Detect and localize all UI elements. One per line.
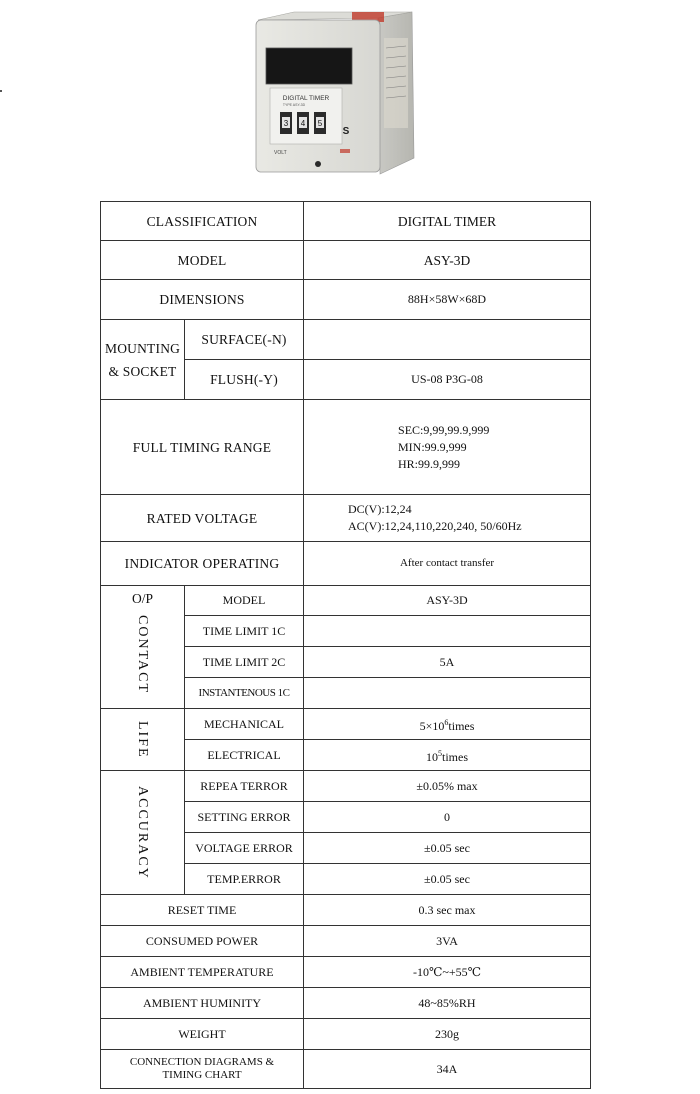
op-row-instantaneous-value (304, 678, 591, 709)
mounting-socket-label (101, 320, 185, 400)
row-life-mechanical (101, 709, 591, 740)
mounting-label-line2: & SOCKET (108, 363, 177, 379)
accuracy-voltage-label: VOLTAGE ERROR (185, 833, 304, 864)
life-mechanical-value (304, 709, 591, 740)
connection-label-line2: TIMING CHART (162, 1069, 242, 1081)
life-mechanical-exp: 6 (444, 717, 449, 727)
dimensions-label: DIMENSIONS (101, 280, 304, 320)
connection-label-line1: CONNECTION DIAGRAMS & (129, 1056, 275, 1068)
accuracy-temp-label: TEMP.ERROR (185, 864, 304, 895)
op-row-instantaneous-label: INSTANTENOUS 1C (185, 678, 304, 709)
accuracy-setting-value: 0 (304, 802, 591, 833)
accuracy-vertical-label: ACCURACY (135, 785, 150, 880)
row-model (101, 241, 591, 280)
contact-vertical-label: CONTACT (135, 615, 150, 694)
rated-voltage-values (304, 495, 591, 542)
row-mounting-surface (101, 320, 591, 360)
product-unit-mark: S (342, 126, 350, 137)
rated-voltage-ac: AC(V):12,24,110,220,240, 50/60Hz (348, 519, 522, 533)
ambient-temperature-value: -10℃~+55℃ (304, 957, 591, 988)
ambient-humidity-value: 48~85%RH (304, 988, 591, 1019)
classification-label: CLASSIFICATION (101, 202, 304, 241)
row-indicator (101, 542, 591, 586)
accuracy-label-cell (101, 771, 185, 895)
accuracy-setting-label: SETTING ERROR (185, 802, 304, 833)
op-row-model-value: ASY-3D (304, 586, 591, 616)
op-contact-label (101, 586, 185, 709)
flush-label: FLUSH(-Y) (185, 360, 304, 400)
rated-voltage-dc: DC(V):12,24 (348, 502, 412, 516)
life-electrical-base: 10 (426, 749, 439, 764)
reset-time-label: RESET TIME (101, 895, 304, 926)
flush-value: US-08 P3G-08 (304, 360, 591, 400)
op-label: O/P (131, 591, 153, 606)
thumbwheel-digit-3: 5 (317, 119, 323, 128)
model-label: MODEL (101, 241, 304, 280)
timing-range-hr: HR:99.9,999 (398, 456, 461, 471)
thumbwheel-digit-2: 4 (300, 119, 306, 128)
op-row-time-limit-2c-value: 5A (304, 647, 591, 678)
timing-range-min: MIN:99.9,999 (398, 439, 467, 454)
op-row-model-label: MODEL (185, 586, 304, 616)
consumed-power-label: CONSUMED POWER (101, 926, 304, 957)
ambient-humidity-label: AMBIENT HUMINITY (101, 988, 304, 1019)
life-electrical-value (304, 740, 591, 771)
life-mechanical-base: 5×10 (419, 718, 445, 733)
indicator-label: INDICATOR OPERATING (101, 542, 304, 586)
spec-table (100, 201, 591, 1089)
life-electrical-exp: 5 (438, 748, 443, 758)
dimensions-value: 88H×58W×68D (304, 280, 591, 320)
connection-label (101, 1050, 304, 1089)
life-mechanical-label: MECHANICAL (185, 709, 304, 740)
classification-value: DIGITAL TIMER (304, 202, 591, 241)
row-consumed-power (101, 926, 591, 957)
accuracy-repeat-label: REPEA TERROR (185, 771, 304, 802)
op-row-time-limit-1c-value (304, 616, 591, 647)
life-electrical-label: ELECTRICAL (185, 740, 304, 771)
reset-time-value: 0.3 sec max (304, 895, 591, 926)
product-panel-type: TYPE ASY-3D (282, 103, 306, 107)
product-photo (250, 8, 420, 180)
life-vertical-label: LIFE (135, 720, 150, 759)
product-volt-label: VOLT (274, 150, 287, 156)
row-ambient-humidity (101, 988, 591, 1019)
row-timing-range (101, 400, 591, 495)
life-electrical-unit: times (442, 749, 469, 764)
surface-value (304, 320, 591, 360)
row-connection (101, 1050, 591, 1089)
life-label-cell (101, 709, 185, 771)
weight-label: WEIGHT (101, 1019, 304, 1050)
row-op-model (101, 586, 591, 616)
row-reset-time (101, 895, 591, 926)
ambient-temperature-label: AMBIENT TEMPERATURE (101, 957, 304, 988)
accuracy-voltage-value: ±0.05 sec (304, 833, 591, 864)
accuracy-temp-value: ±0.05 sec (304, 864, 591, 895)
row-classification (101, 202, 591, 241)
model-value: ASY-3D (304, 241, 591, 280)
connection-value: 34A (304, 1050, 591, 1089)
accuracy-repeat-value: ±0.05% max (304, 771, 591, 802)
product-panel-title: DIGITAL TIMER (282, 95, 330, 102)
life-mechanical-unit: times (448, 718, 475, 733)
timing-range-sec: SEC:9,99,99.9,999 (398, 422, 490, 437)
row-rated-voltage (101, 495, 591, 542)
op-row-time-limit-1c-label: TIME LIMIT 1C (185, 616, 304, 647)
rated-voltage-label: RATED VOLTAGE (101, 495, 304, 542)
stray-dot (0, 90, 2, 92)
timing-range-label: FULL TIMING RANGE (101, 400, 304, 495)
row-weight (101, 1019, 591, 1050)
consumed-power-value: 3VA (304, 926, 591, 957)
timing-range-values (304, 400, 591, 495)
weight-value: 230g (304, 1019, 591, 1050)
row-ambient-temperature (101, 957, 591, 988)
thumbwheel-digit-1: 3 (283, 119, 289, 128)
surface-label: SURFACE(-N) (185, 320, 304, 360)
indicator-value: After contact transfer (304, 542, 591, 586)
mounting-label-line1: MOUNTING (105, 340, 181, 356)
op-row-time-limit-2c-label: TIME LIMIT 2C (185, 647, 304, 678)
row-accuracy-repeat (101, 771, 591, 802)
row-dimensions (101, 280, 591, 320)
